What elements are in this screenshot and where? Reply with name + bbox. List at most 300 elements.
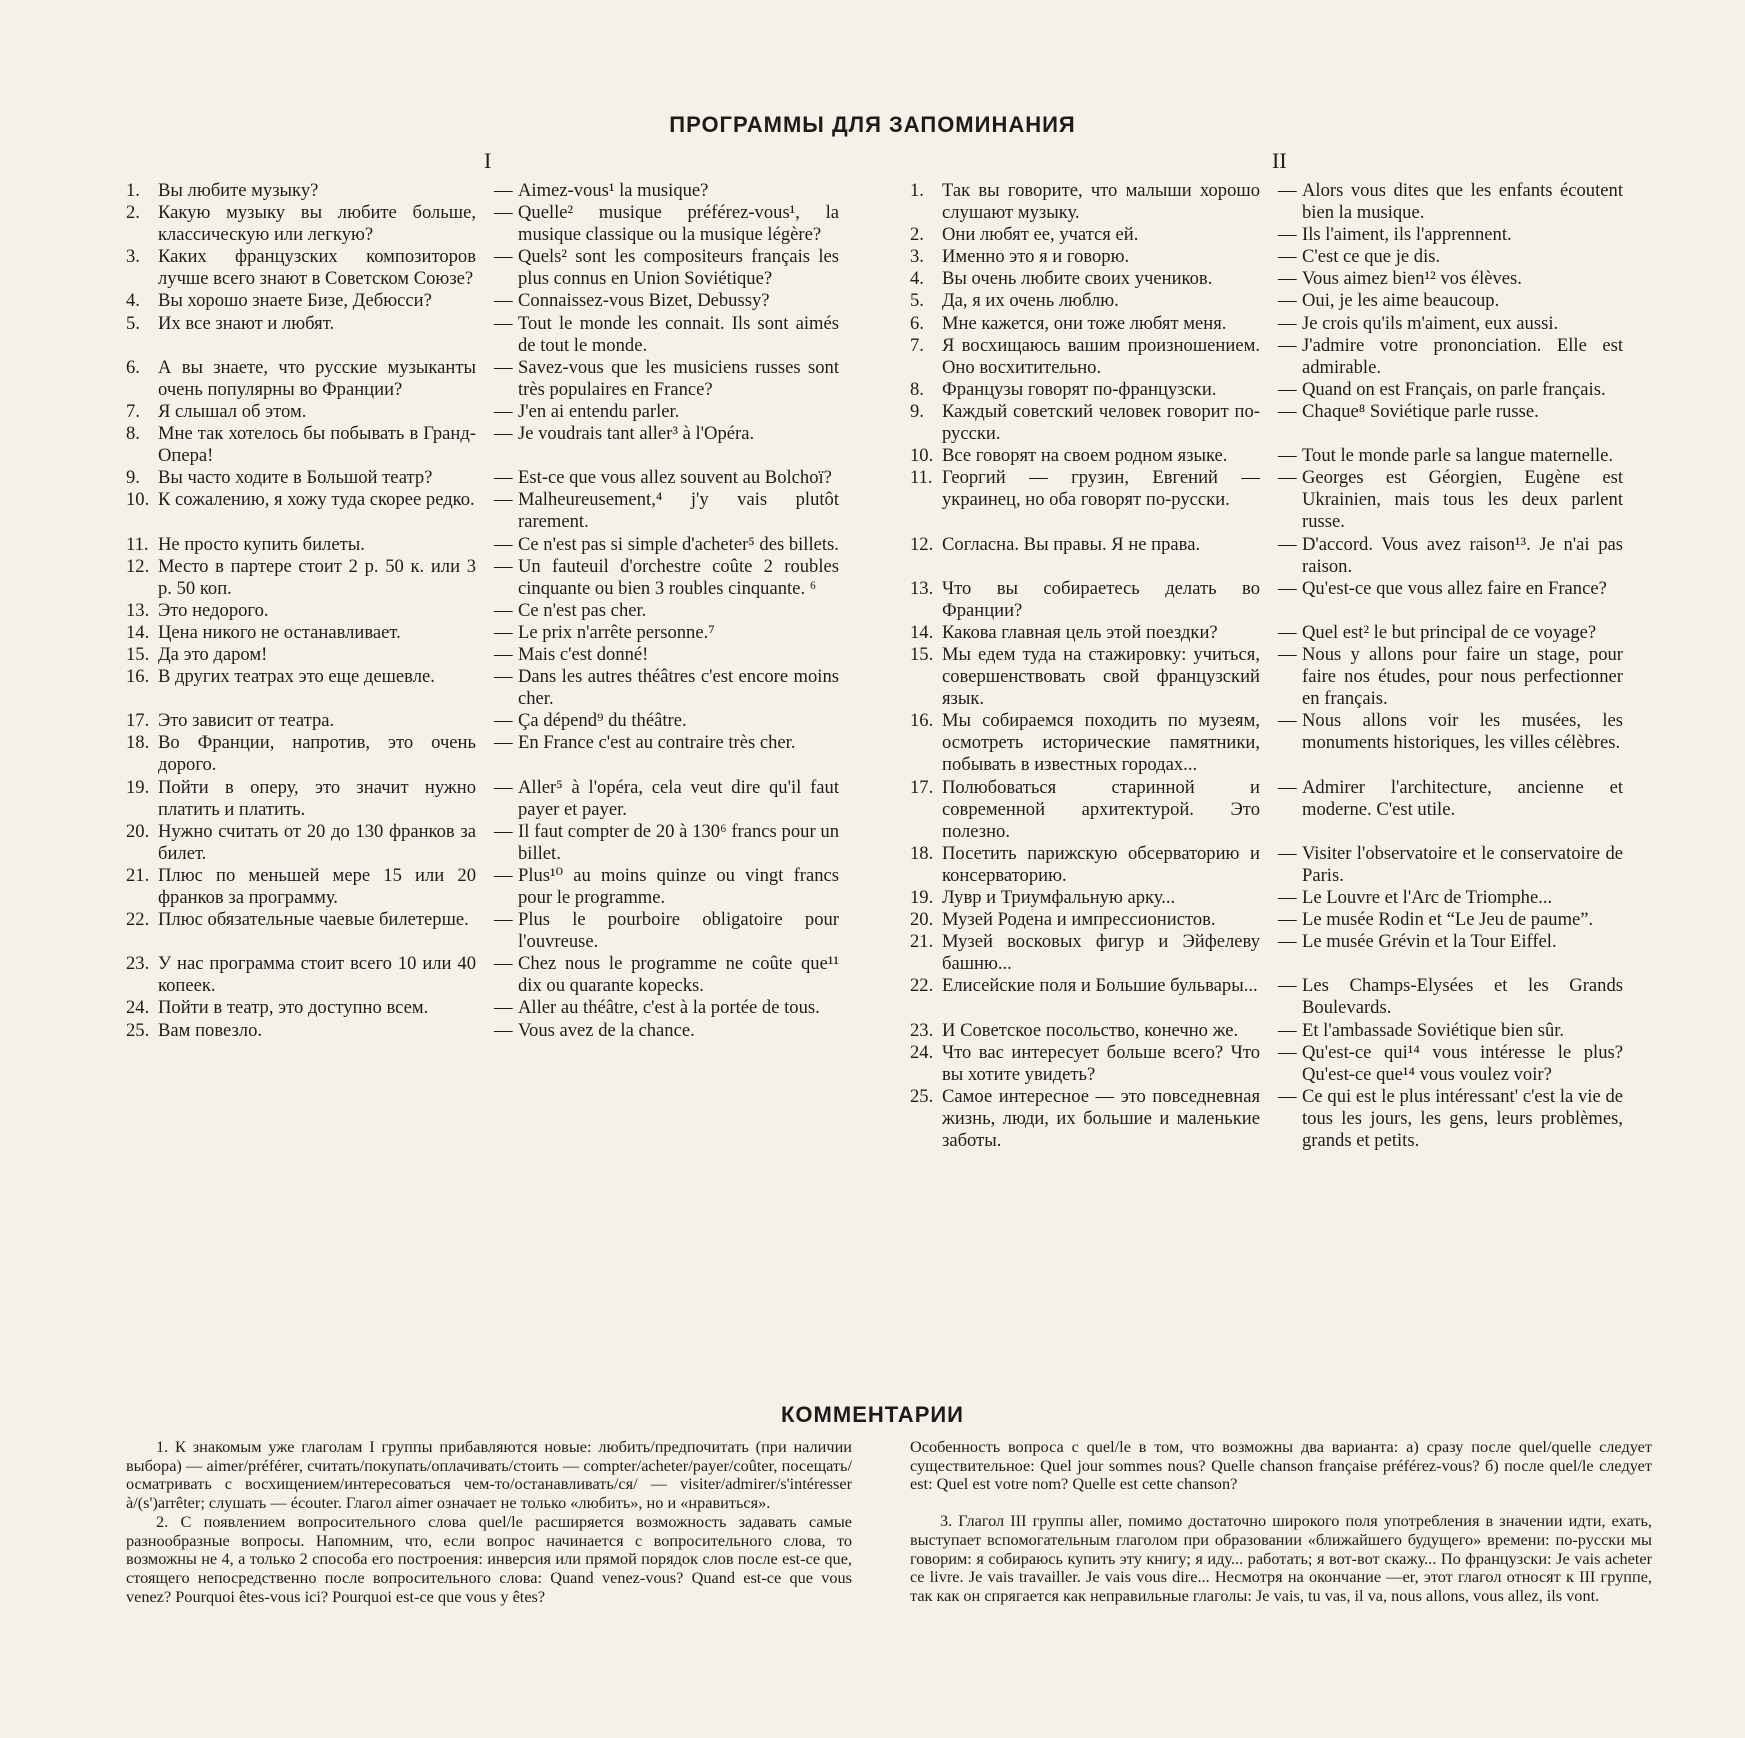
- russian-line: Цена никого не останавливает.: [158, 621, 401, 643]
- line-number: 16.: [126, 666, 150, 688]
- russian-line: В других театрах это еще дешевле.: [158, 666, 435, 688]
- french-text: Un fauteuil d'orchestre coûte 2 roubles cinquante ou bien 3 roubles cinquante. ⁶: [518, 555, 839, 599]
- line-number: 1.: [910, 180, 924, 201]
- line-number: 18.: [910, 842, 934, 864]
- french-line: [1278, 379, 1623, 401]
- line-number: 7.: [910, 334, 924, 356]
- russian-line: Французы говорят по-французски.: [942, 378, 1217, 400]
- dash-mark: —: [494, 621, 513, 643]
- dialogue-row: [910, 843, 1623, 887]
- dash-mark: —: [494, 953, 513, 975]
- line-number: 17.: [910, 776, 934, 798]
- dialogue-row: [126, 423, 839, 467]
- dialogue-part-one: [126, 180, 839, 1042]
- dialogue-row: [910, 246, 1623, 268]
- dash-mark: —: [494, 997, 513, 1019]
- line-number: 20.: [910, 909, 934, 931]
- russian-line: Елисейские поля и Большие бульвары...: [942, 975, 1258, 997]
- dialogue-row: [126, 710, 839, 732]
- french-text: Ce n'est pas cher.: [518, 599, 647, 621]
- line-number: 22.: [910, 975, 934, 997]
- dash-mark: —: [1278, 1041, 1297, 1063]
- french-line: [1278, 445, 1623, 467]
- french-text: Et l'ambassade Soviétique bien sûr.: [1302, 1019, 1565, 1041]
- russian-line: Что вы собираетесь делать во Франции?: [942, 577, 1260, 621]
- line-number: 13.: [126, 599, 150, 621]
- comment-2: 2. С появлением вопросительного слова quel/le расширяется возможность задавать самые разнообразные вопросы. Напомним, что, если вопрос начинается с вопросительного слова, то возможны не 4, а только 2 способа его построения: инверсия или прямой порядок слов после est-ce que, стоящего непосредственно после вопросительного слова: Quand venez-vous? Quand est-ce que vous venez? Pourquoi êtes-vous ici? Pourquoi est-ce que vous y êtes?: [126, 1511, 852, 1606]
- french-text: Plus¹⁰ au moins quinze ou vingt francs pour le programme.: [518, 864, 839, 908]
- line-number: 5.: [910, 290, 924, 312]
- french-line: [1278, 534, 1623, 578]
- dash-mark: —: [494, 599, 513, 621]
- part-two-label: II: [1272, 148, 1287, 173]
- dash-mark: —: [494, 246, 513, 268]
- dash-mark: —: [1278, 246, 1297, 268]
- dialogue-row: [126, 313, 839, 357]
- russian-line: Вы часто ходите в Большой театр?: [158, 467, 433, 489]
- french-text: Ils l'aiment, ils l'apprennent.: [1302, 224, 1512, 246]
- comments-left: [126, 1438, 852, 1606]
- dialogue-row: [126, 357, 839, 401]
- page-title: ПРОГРАММЫ ДЛЯ ЗАПОМИНАНИЯ: [669, 112, 1076, 137]
- french-line: [494, 401, 839, 423]
- line-number: 12.: [910, 533, 934, 555]
- line-number: 22.: [126, 909, 150, 931]
- dialogue-row: [910, 180, 1623, 224]
- dash-mark: —: [1278, 224, 1297, 246]
- french-text: Il faut compter de 20 à 130⁶ francs pour un billet.: [518, 820, 839, 864]
- french-text: Alors vous dites que les enfants écoutent bien la musique.: [1302, 180, 1623, 224]
- russian-line: К сожалению, я хожу туда скорее редко.: [158, 489, 475, 511]
- french-text: Ça dépend⁹ du théâtre.: [518, 710, 687, 732]
- line-number: 24.: [126, 997, 150, 1019]
- dialogue-row: [910, 710, 1623, 776]
- dialogue-row: [910, 578, 1623, 622]
- french-text: Est-ce que vous allez souvent au Bolchoï?: [518, 467, 832, 489]
- dialogue-row: [910, 1086, 1623, 1152]
- dialogue-row: [126, 467, 839, 489]
- russian-line: Плюс по меньшей мере 15 или 20 франков за программу.: [158, 864, 476, 908]
- dialogue-row: [910, 931, 1623, 975]
- comments-right: [910, 1438, 1652, 1606]
- russian-line: Музей Родена и импрессионистов.: [942, 909, 1216, 931]
- russian-line: Мне кажется, они тоже любят меня.: [942, 312, 1227, 334]
- dash-mark: —: [494, 666, 513, 688]
- french-text: C'est ce que je dis.: [1302, 246, 1441, 268]
- dash-mark: —: [1278, 776, 1297, 798]
- russian-line: Что вас интересует больше всего? Что вы хотите увидеть?: [942, 1041, 1260, 1085]
- french-text: Aller au théâtre, c'est à la portée de tous.: [518, 997, 820, 1019]
- french-line: [494, 556, 839, 600]
- french-line: [494, 534, 839, 556]
- french-line: [1278, 843, 1623, 887]
- french-line: [1278, 180, 1623, 224]
- french-text: Chez nous le programme ne coûte que¹¹ dix ou quarante kopecks.: [518, 953, 839, 997]
- dialogue-row: [910, 290, 1623, 312]
- french-text: Le musée Rodin et “Le Jeu de paume”.: [1302, 909, 1594, 931]
- french-text: Savez-vous que les musiciens russes sont très populaires en France?: [518, 356, 839, 400]
- dialogue-row: [910, 909, 1623, 931]
- russian-line: Согласна. Вы правы. Я не права.: [942, 533, 1201, 555]
- french-line: [494, 732, 839, 776]
- dash-mark: —: [1278, 710, 1297, 732]
- russian-line: Во Франции, напротив, это очень дорого.: [158, 732, 476, 776]
- dialogue-row: [910, 975, 1623, 1019]
- russian-line: Не просто купить билеты.: [158, 533, 365, 555]
- dash-mark: —: [494, 732, 513, 754]
- dialogue-row: [910, 224, 1623, 246]
- dash-mark: —: [494, 312, 513, 334]
- dash-mark: —: [1278, 180, 1297, 201]
- french-text: Quand on est Français, on parle français.: [1302, 378, 1606, 400]
- dash-mark: —: [494, 555, 513, 577]
- dash-mark: —: [494, 489, 513, 511]
- russian-line: Какова главная цель этой поездки?: [942, 621, 1218, 643]
- russian-line: А вы знаете, что русские музыканты очень популярны во Франции?: [158, 356, 476, 400]
- dialogue-row: [126, 732, 839, 776]
- dialogue-row: [910, 313, 1623, 335]
- french-text: J'admire votre prononciation. Elle est admirable.: [1302, 334, 1623, 378]
- dash-mark: —: [1278, 1019, 1297, 1041]
- french-text: Chaque⁸ Soviétique parle russe.: [1302, 400, 1539, 422]
- french-line: [1278, 401, 1623, 445]
- dialogue-row: [126, 622, 839, 644]
- french-line: [494, 202, 839, 246]
- dialogue-row: [910, 777, 1623, 843]
- dash-mark: —: [494, 864, 513, 886]
- dialogue-row: [126, 997, 839, 1019]
- russian-line: Так вы говорите, что малыши хорошо слушают музыку.: [942, 180, 1260, 224]
- russian-line: Вы любите музыку?: [158, 180, 319, 201]
- dash-mark: —: [494, 820, 513, 842]
- comment-2-continued: Особенность вопроса с quel/le в том, что возможны два варианта: а) сразу после quel/quelle следует существительное: Quel jour sommes nous? Quelle chanson française préférez-vous? б) после quel/le следует est: Quel est votre nom? Quelle est cette chanson?: [910, 1437, 1652, 1494]
- french-text: Dans les autres théâtres c'est encore moins cher.: [518, 666, 839, 710]
- dash-mark: —: [494, 423, 513, 445]
- russian-line: Мы едем туда на стажировку: учиться, совершенствовать свой французский язык.: [942, 643, 1260, 710]
- french-text: Quels² sont les compositeurs français les plus connus en Union Soviétique?: [518, 246, 839, 290]
- dash-mark: —: [494, 290, 513, 312]
- dash-mark: —: [1278, 931, 1297, 953]
- line-number: 7.: [126, 400, 140, 422]
- french-line: [1278, 467, 1623, 533]
- russian-line: Мы собираемся походить по музеям, осмотреть исторические памятники, побывать в известных городах...: [942, 710, 1260, 776]
- dialogue-row: [126, 953, 839, 997]
- line-number: 3.: [910, 246, 924, 268]
- russian-line: Музей восковых фигур и Эйфелеву башню...: [942, 931, 1260, 975]
- russian-line: Их все знают и любят.: [158, 312, 335, 334]
- russian-line: Они любят ее, учатся ей.: [942, 224, 1139, 246]
- dash-mark: —: [1278, 621, 1297, 643]
- dialogue-row: [910, 268, 1623, 290]
- line-number: 6.: [126, 356, 140, 378]
- dash-mark: —: [1278, 887, 1297, 908]
- french-line: [494, 710, 839, 732]
- french-line: [1278, 578, 1623, 622]
- french-line: [494, 821, 839, 865]
- french-line: [494, 600, 839, 622]
- french-text: Les Champs-Elysées et les Grands Boulevards.: [1302, 975, 1623, 1019]
- dialogue-row: [126, 489, 839, 533]
- dash-mark: —: [494, 1019, 513, 1041]
- line-number: 21.: [910, 931, 934, 953]
- french-line: [1278, 1042, 1623, 1086]
- line-number: 10.: [910, 445, 934, 467]
- french-line: [1278, 1086, 1623, 1152]
- dash-mark: —: [1278, 268, 1297, 290]
- line-number: 14.: [910, 621, 934, 643]
- dash-mark: —: [494, 909, 513, 931]
- french-line: [494, 423, 839, 467]
- dialogue-row: [126, 246, 839, 290]
- line-number: 25.: [910, 1085, 934, 1107]
- french-text: Je voudrais tant aller³ à l'Opéra.: [518, 423, 755, 445]
- french-text: Le prix n'arrête personne.⁷: [518, 621, 715, 643]
- line-number: 4.: [126, 290, 140, 312]
- french-text: Malheureusement,⁴ j'y vais plutôt rarement.: [518, 489, 839, 533]
- dialogue-row: [126, 666, 839, 710]
- french-line: [1278, 268, 1623, 290]
- russian-line: Нужно считать от 20 до 130 франков за билет.: [158, 820, 476, 864]
- russian-line: Георгий — грузин, Евгений — украинец, но оба говорят по-русски.: [942, 467, 1260, 511]
- russian-line: И Советское посольство, конечно же.: [942, 1019, 1239, 1041]
- french-text: Quel est² le but principal de ce voyage?: [1302, 621, 1597, 643]
- line-number: 21.: [126, 864, 150, 886]
- dialogue-row: [126, 556, 839, 600]
- russian-line: Какую музыку вы любите больше, классическую или легкую?: [158, 202, 476, 246]
- french-text: Qu'est-ce qui¹⁴ vous intéresse le plus? Qu'est-ce que¹⁴ vous voulez voir?: [1302, 1041, 1623, 1085]
- french-line: [1278, 710, 1623, 776]
- french-text: Aller⁵ à l'opéra, cela veut dire qu'il faut payer et payer.: [518, 776, 839, 820]
- russian-line: Все говорят на своем родном языке.: [942, 445, 1228, 467]
- dash-mark: —: [1278, 577, 1297, 599]
- line-number: 14.: [126, 621, 150, 643]
- dash-mark: —: [494, 710, 513, 732]
- line-number: 19.: [910, 887, 934, 908]
- dialogue-row: [126, 290, 839, 312]
- comments-title: КОММЕНТАРИИ: [781, 1402, 964, 1427]
- line-number: 12.: [126, 555, 150, 577]
- dialogue-row: [910, 887, 1623, 909]
- line-number: 5.: [126, 312, 140, 334]
- french-line: [494, 953, 839, 997]
- line-number: 15.: [910, 643, 934, 665]
- dialogue-row: [126, 534, 839, 556]
- dialogue-row: [126, 180, 839, 202]
- dash-mark: —: [1278, 400, 1297, 422]
- dash-mark: —: [494, 180, 513, 201]
- french-text: Visiter l'observatoire et le conservatoire de Paris.: [1302, 842, 1623, 886]
- french-text: Quelle² musique préférez-vous¹, la musique classique ou la musique légère?: [518, 202, 839, 246]
- french-text: J'en ai entendu parler.: [518, 400, 680, 422]
- dash-mark: —: [494, 533, 513, 555]
- french-text: Le musée Grévin et la Tour Eiffel.: [1302, 931, 1557, 953]
- line-number: 23.: [126, 953, 150, 975]
- dash-mark: —: [494, 202, 513, 224]
- french-line: [494, 290, 839, 312]
- line-number: 6.: [910, 312, 924, 334]
- russian-line: Вам повезло.: [158, 1019, 263, 1041]
- russian-line: У нас программа стоит всего 10 или 40 копеек.: [158, 953, 476, 997]
- french-text: Nous allons voir les musées, les monuments historiques, les villes célèbres.: [1302, 710, 1623, 754]
- russian-line: Это недорого.: [158, 599, 269, 621]
- russian-line: Плюс обязательные чаевые билетерше.: [158, 909, 469, 931]
- french-line: [494, 246, 839, 290]
- french-text: Ce n'est pas si simple d'acheter⁵ des billets.: [518, 533, 839, 555]
- dash-mark: —: [1278, 467, 1297, 489]
- russian-line: Полюбоваться старинной и современной архитектурой. Это полезно.: [942, 776, 1260, 842]
- french-text: Vous avez de la chance.: [518, 1019, 695, 1041]
- dialogue-row: [126, 777, 839, 821]
- dialogue-row: [126, 401, 839, 423]
- line-number: 2.: [910, 224, 924, 246]
- french-text: Tout le monde parle sa langue maternelle.: [1302, 445, 1614, 467]
- dash-mark: —: [1278, 533, 1297, 555]
- dialogue-row: [126, 821, 839, 865]
- russian-line: Самое интересное — это повседневная жизнь, люди, их большие и маленькие заботы.: [942, 1085, 1260, 1152]
- french-line: [494, 622, 839, 644]
- dialogue-row: [910, 445, 1623, 467]
- part-one-label: I: [484, 148, 492, 173]
- french-line: [494, 997, 839, 1019]
- french-text: Admirer l'architecture, ancienne et moderne. C'est utile.: [1302, 776, 1623, 820]
- french-line: [1278, 313, 1623, 335]
- dash-mark: —: [494, 467, 513, 489]
- french-text: Qu'est-ce que vous allez faire en France?: [1302, 577, 1607, 599]
- line-number: 15.: [126, 643, 150, 665]
- french-line: [494, 180, 839, 202]
- french-line: [1278, 777, 1623, 843]
- french-text: Mais c'est donné!: [518, 643, 649, 665]
- french-text: Vous aimez bien¹² vos élèves.: [1302, 268, 1522, 290]
- russian-line: Я слышал об этом.: [158, 400, 307, 422]
- french-line: [1278, 887, 1623, 909]
- line-number: 16.: [910, 710, 934, 732]
- french-text: Tout le monde les connait. Ils sont aimés de tout le monde.: [518, 312, 839, 356]
- line-number: 9.: [126, 467, 140, 489]
- line-number: 10.: [126, 489, 150, 511]
- russian-line: Да, я их очень люблю.: [942, 290, 1119, 312]
- line-number: 2.: [126, 202, 140, 224]
- french-line: [494, 313, 839, 357]
- dialogue-row: [126, 909, 839, 953]
- line-number: 8.: [126, 423, 140, 445]
- dialogue-row: [910, 1042, 1623, 1086]
- line-number: 18.: [126, 732, 150, 754]
- dash-mark: —: [1278, 378, 1297, 400]
- french-line: [1278, 335, 1623, 379]
- russian-line: Именно это я и говорю.: [942, 246, 1130, 268]
- dash-mark: —: [1278, 290, 1297, 312]
- line-number: 11.: [126, 533, 149, 555]
- dialogue-row: [910, 622, 1623, 644]
- russian-line: Вы хорошо знаете Бизе, Дебюсси?: [158, 290, 432, 312]
- russian-line: Посетить парижскую обсерваторию и консерваторию.: [942, 842, 1260, 886]
- russian-line: Я восхищаюсь вашим произношением. Оно восхитительно.: [942, 334, 1260, 378]
- dialogue-row: [126, 202, 839, 246]
- french-text: Georges est Géorgien, Eugène est Ukrainien, mais tous les deux parlent russe.: [1302, 467, 1623, 533]
- french-line: [494, 865, 839, 909]
- dialogue-row: [910, 644, 1623, 710]
- russian-line: Это зависит от театра.: [158, 710, 335, 732]
- french-line: [1278, 622, 1623, 644]
- french-text: En France c'est au contraire très cher.: [518, 732, 796, 754]
- dialogue-row: [126, 865, 839, 909]
- russian-line: Каких французских композиторов лучше всего знают в Советском Союзе?: [158, 246, 476, 290]
- line-number: 20.: [126, 820, 150, 842]
- french-line: [494, 489, 839, 533]
- dash-mark: —: [1278, 842, 1297, 864]
- dialogue-row: [910, 467, 1623, 533]
- russian-line: Вы очень любите своих учеников.: [942, 268, 1213, 290]
- dash-mark: —: [1278, 643, 1297, 665]
- line-number: 23.: [910, 1019, 934, 1041]
- french-text: Le Louvre et l'Arc de Triomphe...: [1302, 887, 1553, 908]
- comment-3: 3. Глагол III группы aller, помимо достаточно широкого поля употребления в значении идти, ехать, выступает вспомогательным глаголом при образовании «ближайшего будущего» времени: по-русски мы говорим: я собираюсь купить эту книгу; я иду... работать; я вот-вот скажу... По французски: Je vais acheter ce livre. Je vais travailler. Je vais vous dire... Несмотря на окончание —er, этот глагол относят к III группе, так как он спрягается как неправильные глаголы: Je vais, tu vas, il va, nous allons, vous allez, ils vont.: [910, 1511, 1652, 1605]
- french-text: Connaissez-vous Bizet, Debussy?: [518, 290, 770, 312]
- dash-mark: —: [1278, 312, 1297, 334]
- russian-line: Пойти в театр, это доступно всем.: [158, 997, 429, 1019]
- dash-mark: —: [494, 776, 513, 798]
- line-number: 13.: [910, 577, 934, 599]
- russian-line: Да это даром!: [158, 643, 268, 665]
- french-line: [1278, 290, 1623, 312]
- french-line: [1278, 644, 1623, 710]
- french-text: Aimez-vous¹ la musique?: [518, 180, 709, 201]
- russian-line: Пойти в оперу, это значит нужно платить и платить.: [158, 776, 476, 820]
- french-line: [494, 1020, 839, 1042]
- french-line: [494, 909, 839, 953]
- line-number: 11.: [910, 467, 933, 489]
- french-line: [494, 467, 839, 489]
- dash-mark: —: [494, 400, 513, 422]
- line-number: 25.: [126, 1019, 150, 1041]
- french-text: Nous y allons pour faire un stage, pour faire nos études, pour nous perfectionner en français.: [1302, 643, 1623, 710]
- dash-mark: —: [1278, 334, 1297, 356]
- comment-1: 1. К знакомым уже глаголам I группы прибавляются новые: любить/предпочитать (при наличии выбора) — aimer/préférer, считать/покупать/оплачивать/стоить — compter/acheter/payer/coûter, посещать/осматривать с восхищением/интересоваться чем-то/останавливать/ся/ — visiter/admirer/s'intéresser à/(s')arrêter; слушать — écouter. Глагол aimer означает не только «любить», но и «нравиться».: [126, 1437, 852, 1513]
- french-text: D'accord. Vous avez raison¹³. Je n'ai pas raison.: [1302, 533, 1623, 577]
- dialogue-row: [126, 644, 839, 666]
- line-number: 8.: [910, 378, 924, 400]
- dash-mark: —: [1278, 909, 1297, 931]
- line-number: 4.: [910, 268, 924, 290]
- dash-mark: —: [1278, 1085, 1297, 1107]
- dialogue-row: [910, 534, 1623, 578]
- dash-mark: —: [494, 356, 513, 378]
- french-line: [494, 644, 839, 666]
- line-number: 3.: [126, 246, 140, 268]
- dialogue-row: [910, 1020, 1623, 1042]
- russian-line: Каждый советский человек говорит по-русски.: [942, 400, 1260, 445]
- russian-line: Лувр и Триумфальную арку...: [942, 887, 1176, 908]
- russian-line: Мне так хотелось бы побывать в Гранд-Опера!: [158, 423, 476, 467]
- french-line: [1278, 975, 1623, 1019]
- dialogue-row: [126, 600, 839, 622]
- french-text: Plus le pourboire obligatoire pour l'ouvreuse.: [518, 909, 839, 953]
- line-number: 19.: [126, 776, 150, 798]
- line-number: 1.: [126, 180, 140, 201]
- french-line: [494, 357, 839, 401]
- dialogue-row: [910, 401, 1623, 445]
- french-text: Oui, je les aime beaucoup.: [1302, 290, 1500, 312]
- line-number: 9.: [910, 400, 924, 422]
- dialogue-part-two: [910, 180, 1623, 1152]
- french-line: [1278, 224, 1623, 246]
- line-number: 17.: [126, 710, 150, 732]
- french-line: [1278, 1020, 1623, 1042]
- french-line: [1278, 931, 1623, 975]
- russian-line: Место в партере стоит 2 р. 50 к. или 3 р. 50 коп.: [158, 555, 476, 599]
- dialogue-row: [126, 1020, 839, 1042]
